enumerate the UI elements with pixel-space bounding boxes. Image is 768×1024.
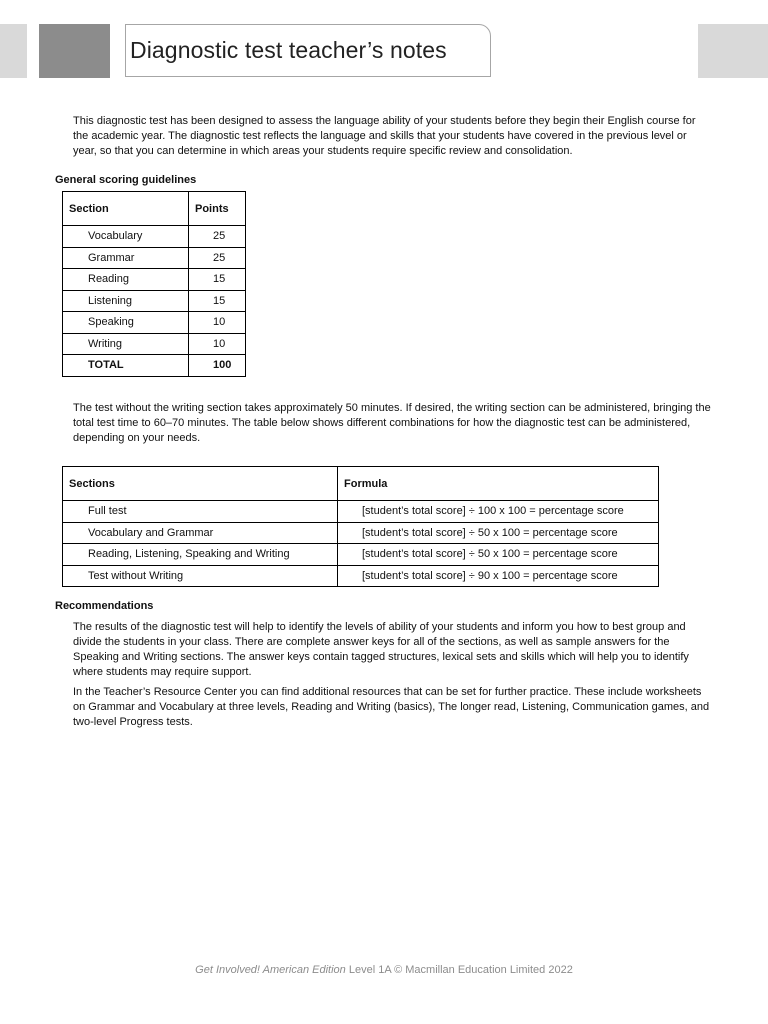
sections-cell: Test without Writing bbox=[63, 565, 338, 587]
column-header: Formula bbox=[338, 467, 659, 501]
column-header: Points bbox=[189, 192, 246, 226]
sections-cell: Reading, Listening, Speaking and Writing bbox=[63, 544, 338, 566]
footer-copyright: Level 1A © Macmillan Education Limited 2022 bbox=[345, 964, 573, 976]
title-box bbox=[125, 24, 491, 77]
table-row bbox=[63, 269, 246, 291]
table-row bbox=[63, 544, 659, 566]
recommendations-paragraph-2: In the Teacher’s Resource Center you can find additional resources that can be set for further practice. These include worksheets on Grammar and Vocabulary at three levels, Reading and Writing (basics), The longer read, Listening, Communication games, and two-level Progress tests. bbox=[73, 686, 710, 728]
total-row bbox=[63, 355, 246, 377]
table-row bbox=[63, 333, 246, 355]
points-cell: 10 bbox=[189, 333, 246, 355]
table-row bbox=[63, 501, 659, 523]
footer bbox=[0, 964, 768, 976]
section-cell: Vocabulary bbox=[63, 226, 189, 248]
formula-cell: [student’s total score] ÷ 100 x 100 = percentage score bbox=[338, 501, 659, 523]
table-row bbox=[63, 565, 659, 587]
table-row bbox=[63, 226, 246, 248]
sections-cell: Vocabulary and Grammar bbox=[63, 522, 338, 544]
table-header-row bbox=[63, 192, 246, 226]
section-cell: Writing bbox=[63, 333, 189, 355]
formula-cell: [student’s total score] ÷ 50 x 100 = percentage score bbox=[338, 522, 659, 544]
table-row bbox=[63, 247, 246, 269]
recommendations-paragraph-1: The results of the diagnostic test will help to identify the levels of ability of your students and inform you how to best group and divide the students in your class. There are complete answer keys for all of the sections, as well as sample answers for the Speaking and Writing sections. The answer keys contain tagged structures, lexical sets and skills which will help you to identify where students may require support. bbox=[73, 621, 689, 678]
scoring-heading: General scoring guidelines bbox=[55, 174, 197, 186]
points-cell: 100 bbox=[189, 355, 246, 377]
formula-cell: [student’s total score] ÷ 90 x 100 = percentage score bbox=[338, 565, 659, 587]
formula-cell: [student’s total score] ÷ 50 x 100 = percentage score bbox=[338, 544, 659, 566]
table-row bbox=[63, 312, 246, 334]
page-title: Diagnostic test teacher’s notes bbox=[130, 37, 447, 63]
section-cell: Speaking bbox=[63, 312, 189, 334]
column-header: Section bbox=[63, 192, 189, 226]
table-header-row bbox=[63, 467, 659, 501]
points-cell: 15 bbox=[189, 269, 246, 291]
section-cell: Reading bbox=[63, 269, 189, 291]
header-tab-left bbox=[0, 24, 27, 78]
intro-paragraph: This diagnostic test has been designed to assess the language ability of your students before they begin their English course for the academic year. The diagnostic test reflects the language and skills that your students have covered in the previous level or year, so that you can determine in which areas your students require specific review and consolidation. bbox=[73, 115, 696, 157]
sections-cell: Full test bbox=[63, 501, 338, 523]
formula-table bbox=[62, 466, 659, 587]
table-row bbox=[63, 522, 659, 544]
scoring-table bbox=[62, 191, 246, 377]
section-cell: Listening bbox=[63, 290, 189, 312]
recommendations-heading: Recommendations bbox=[55, 600, 154, 612]
footer-book-title: Get Involved! American Edition bbox=[195, 964, 346, 976]
section-cell: Grammar bbox=[63, 247, 189, 269]
points-cell: 25 bbox=[189, 226, 246, 248]
header-tab-right bbox=[698, 24, 768, 78]
points-cell: 25 bbox=[189, 247, 246, 269]
column-header: Sections bbox=[63, 467, 338, 501]
section-cell: TOTAL bbox=[63, 355, 189, 377]
timing-paragraph: The test without the writing section takes approximately 50 minutes. If desired, the writing section can be administered, bringing the total test time to 60–70 minutes. The table below shows different combinations for how the diagnostic test can be administered, depending on your needs. bbox=[73, 402, 711, 444]
points-cell: 10 bbox=[189, 312, 246, 334]
table-row bbox=[63, 290, 246, 312]
points-cell: 15 bbox=[189, 290, 246, 312]
header-tab-dark bbox=[39, 24, 110, 78]
